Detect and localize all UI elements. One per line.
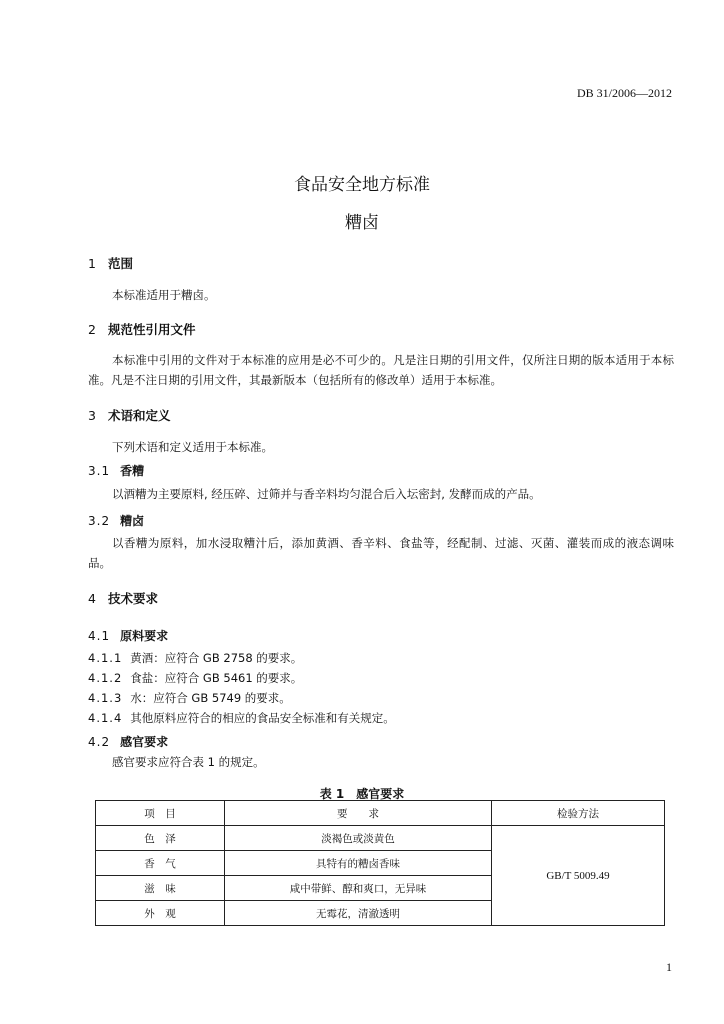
- section-3-text: 下列术语和定义适用于本标准。: [112, 440, 273, 454]
- row-item: 外 观: [96, 901, 225, 926]
- section-3-1-text: 以酒糟为主要原料, 经压碎、过筛并与香辛料均匀混合后入坛密封, 发酵而成的产品。: [112, 487, 541, 501]
- row-requirement: 淡褐色或淡黄色: [225, 826, 492, 851]
- list-item: 4.1.2 食盐：应符合 GB 5461 的要求。: [88, 671, 303, 685]
- list-item: 4.1.4 其他原料应符合的相应的食品安全标准和有关规定。: [88, 711, 395, 725]
- section-1-heading: 1 范围: [88, 256, 134, 271]
- row-item: 滋 味: [96, 876, 225, 901]
- header-method: 检验方法: [492, 801, 665, 826]
- section-3-2-heading: 3.2 糟卤: [88, 514, 145, 528]
- document-title: 食品安全地方标准: [294, 175, 430, 195]
- list-item: 4.1.1 黄酒：应符合 GB 2758 的要求。: [88, 651, 303, 665]
- section-3-heading: 3 术语和定义: [88, 408, 171, 423]
- method-cell: GB/T 5009.49: [492, 826, 665, 926]
- row-requirement: 咸中带鲜、醇和爽口，无异味: [225, 876, 492, 901]
- row-item: 色 泽: [96, 826, 225, 851]
- header-requirement: 要 求: [225, 801, 492, 826]
- table-caption: 表 1 感官要求: [319, 787, 405, 801]
- section-2-heading: 2 规范性引用文件: [88, 322, 196, 337]
- list-item: 4.1.3 水：应符合 GB 5749 的要求。: [88, 691, 291, 705]
- table-header-row: [96, 801, 665, 826]
- section-4-2-heading: 4.2 感官要求: [88, 735, 169, 749]
- section-3-1-heading: 3.1 香糟: [88, 464, 145, 478]
- section-4-1-heading: 4.1 原料要求: [88, 629, 169, 643]
- row-item: 香 气: [96, 851, 225, 876]
- section-1-text: 本标准适用于糟卤。: [112, 288, 216, 302]
- document-code: DB 31/2006—2012: [576, 86, 672, 100]
- sensory-table: [95, 800, 665, 926]
- page-number: 1: [666, 960, 672, 974]
- row-requirement: 具特有的糟卤香味: [225, 851, 492, 876]
- row-requirement: 无霉花，清澈透明: [225, 901, 492, 926]
- document-subtitle: 糟卤: [345, 213, 379, 233]
- table-row: [96, 826, 665, 851]
- section-4-2-text: 感官要求应符合表 1 的规定。: [112, 755, 265, 769]
- section-2-text: 本标准中引用的文件对于本标准的应用是必不可少的。凡是注日期的引用文件，仅所注日期的版本适用于本标准。凡是不注日期的引用文件，其最新版本（包括所有的修改单）适用于本标准。: [88, 353, 674, 387]
- header-item: 项 目: [96, 801, 225, 826]
- section-4-heading: 4 技术要求: [88, 591, 159, 606]
- section-3-2-text: 以香糟为原料，加水浸取糟汁后，添加黄酒、香辛料、食盐等，经配制、过滤、灭菌、灌装而成的液态调味品。: [88, 536, 674, 570]
